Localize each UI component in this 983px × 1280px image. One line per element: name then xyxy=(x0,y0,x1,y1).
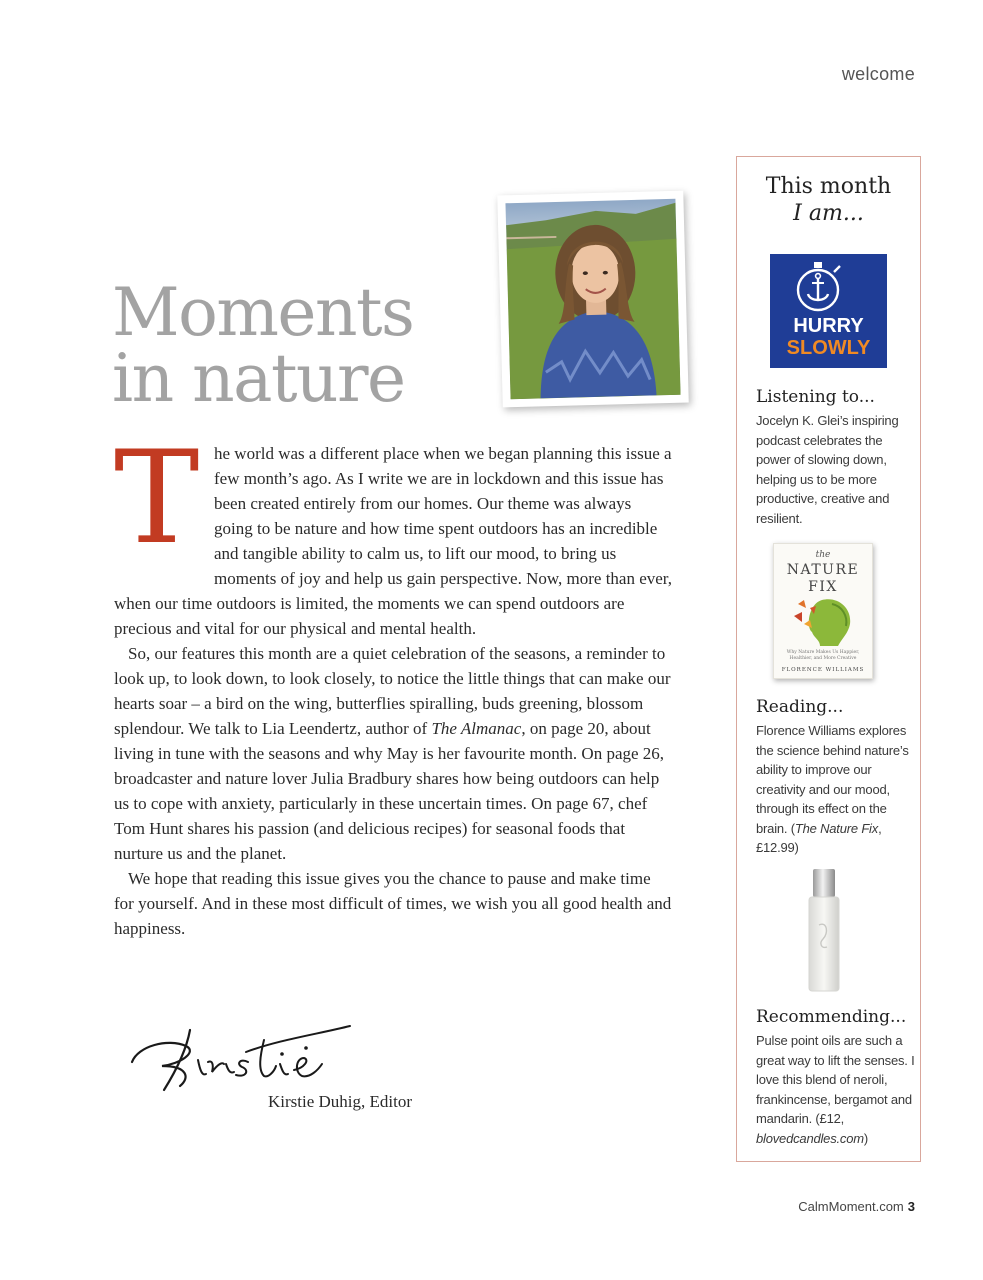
podcast-cover-line-1: HURRY xyxy=(793,315,864,337)
book-cover xyxy=(773,543,873,679)
page-headline xyxy=(112,274,492,417)
reading-heading: Reading... xyxy=(756,697,844,717)
recommending-text: Pulse point oils are such a great way to lift the senses. I love this blend of neroli, frankincense, bergamot and mandarin. (£12, blovedcandles.com) xyxy=(756,1033,915,1146)
footer-site: CalmMoment.com xyxy=(798,1199,904,1214)
this-month-sidebar xyxy=(736,156,921,1162)
drop-cap: T xyxy=(114,424,200,573)
leaf-head-icon xyxy=(792,594,856,648)
reading-text: Florence Williams explores the science behind nature’s ability to improve our creativity and our mood, through its effect on the brain. (The Nature Fix, £12.99) xyxy=(756,723,909,855)
sidebar-title-line-1: This month xyxy=(765,174,892,199)
book-title-almanac: The Almanac xyxy=(431,719,522,738)
page-footer xyxy=(798,1199,915,1214)
editorial-body xyxy=(114,424,674,941)
site-link-text: blovedcandles.com xyxy=(756,1130,864,1146)
pulse-point-oil-bottle xyxy=(807,869,841,993)
editorial-paragraph-3: We hope that reading this issue gives you the chance to pause and make time for yourself. And in these most difficult of times, we wish you all good health and happiness. xyxy=(114,869,672,938)
book-cover-title: NATURE FIX xyxy=(786,562,860,595)
sidebar-title xyxy=(737,173,920,227)
signature-caption: Kirstie Duhig, Editor xyxy=(268,1092,413,1111)
editorial-paragraph-2: So, our features this month are a quiet celebration of the seasons, a reminder to look up, to look down, to look closely, to notice the little things that can make our hearts soar – a bird on the wing, butterflies spiralling, buds greening, blossom splendour. We talk to Lia Leendertz, author of The Almanac, on page 20, about living in tune with the seasons and why May is her favourite month. On page 26, broadcaster and nature lover Julia Bradbury shares how being outdoors can help us to cope with anxiety, particularly in these uncertain times. On page 67, chef Tom Hunt shares his passion (and delicious recipes) for seasonal foods that nurture us and the planet. xyxy=(114,644,671,863)
editorial-paragraph-1: he world was a different place when we began planning this issue a few month’s ago. As I write we are in lockdown and this issue has been created entirely from our homes. Our theme was always going to be nature and how time spent outdoors has an incredible and tangible ability to calm us, to lift our mood, to bring us moments of joy and help us gain perspective. Now, more than ever, when our time outdoors is limited, the moments we can spend outdoors are precious and vital for our physical and mental health. xyxy=(114,444,673,638)
headline-line-1: Moments xyxy=(112,274,414,351)
editor-signature xyxy=(128,1012,358,1098)
book-cover-author: FLORENCE WILLIAMS xyxy=(781,667,865,673)
book-cover-subtitle: Why Nature Makes Us Happier, Healthier, and More Creative xyxy=(786,650,860,661)
podcast-cover-line-2: SLOWLY xyxy=(786,337,871,359)
listening-text: Jocelyn K. Glei’s inspiring podcast celebrates the power of slowing down, helping us to be more productive, creative and resilient. xyxy=(756,413,899,526)
section-label: welcome xyxy=(841,64,915,84)
podcast-cover xyxy=(770,254,887,368)
book-title-nature-fix: The Nature Fix xyxy=(794,820,879,836)
book-cover-the: the xyxy=(815,550,831,560)
editor-portrait-image xyxy=(505,199,680,399)
recommending-heading: Recommending... xyxy=(756,1007,907,1027)
page-number: 3 xyxy=(907,1199,915,1214)
headline-line-2: in nature xyxy=(112,340,405,417)
stopwatch-anchor-icon xyxy=(770,254,887,316)
sidebar-title-line-2: I am... xyxy=(793,201,864,226)
listening-heading: Listening to... xyxy=(756,387,875,407)
editor-photo xyxy=(497,191,688,408)
